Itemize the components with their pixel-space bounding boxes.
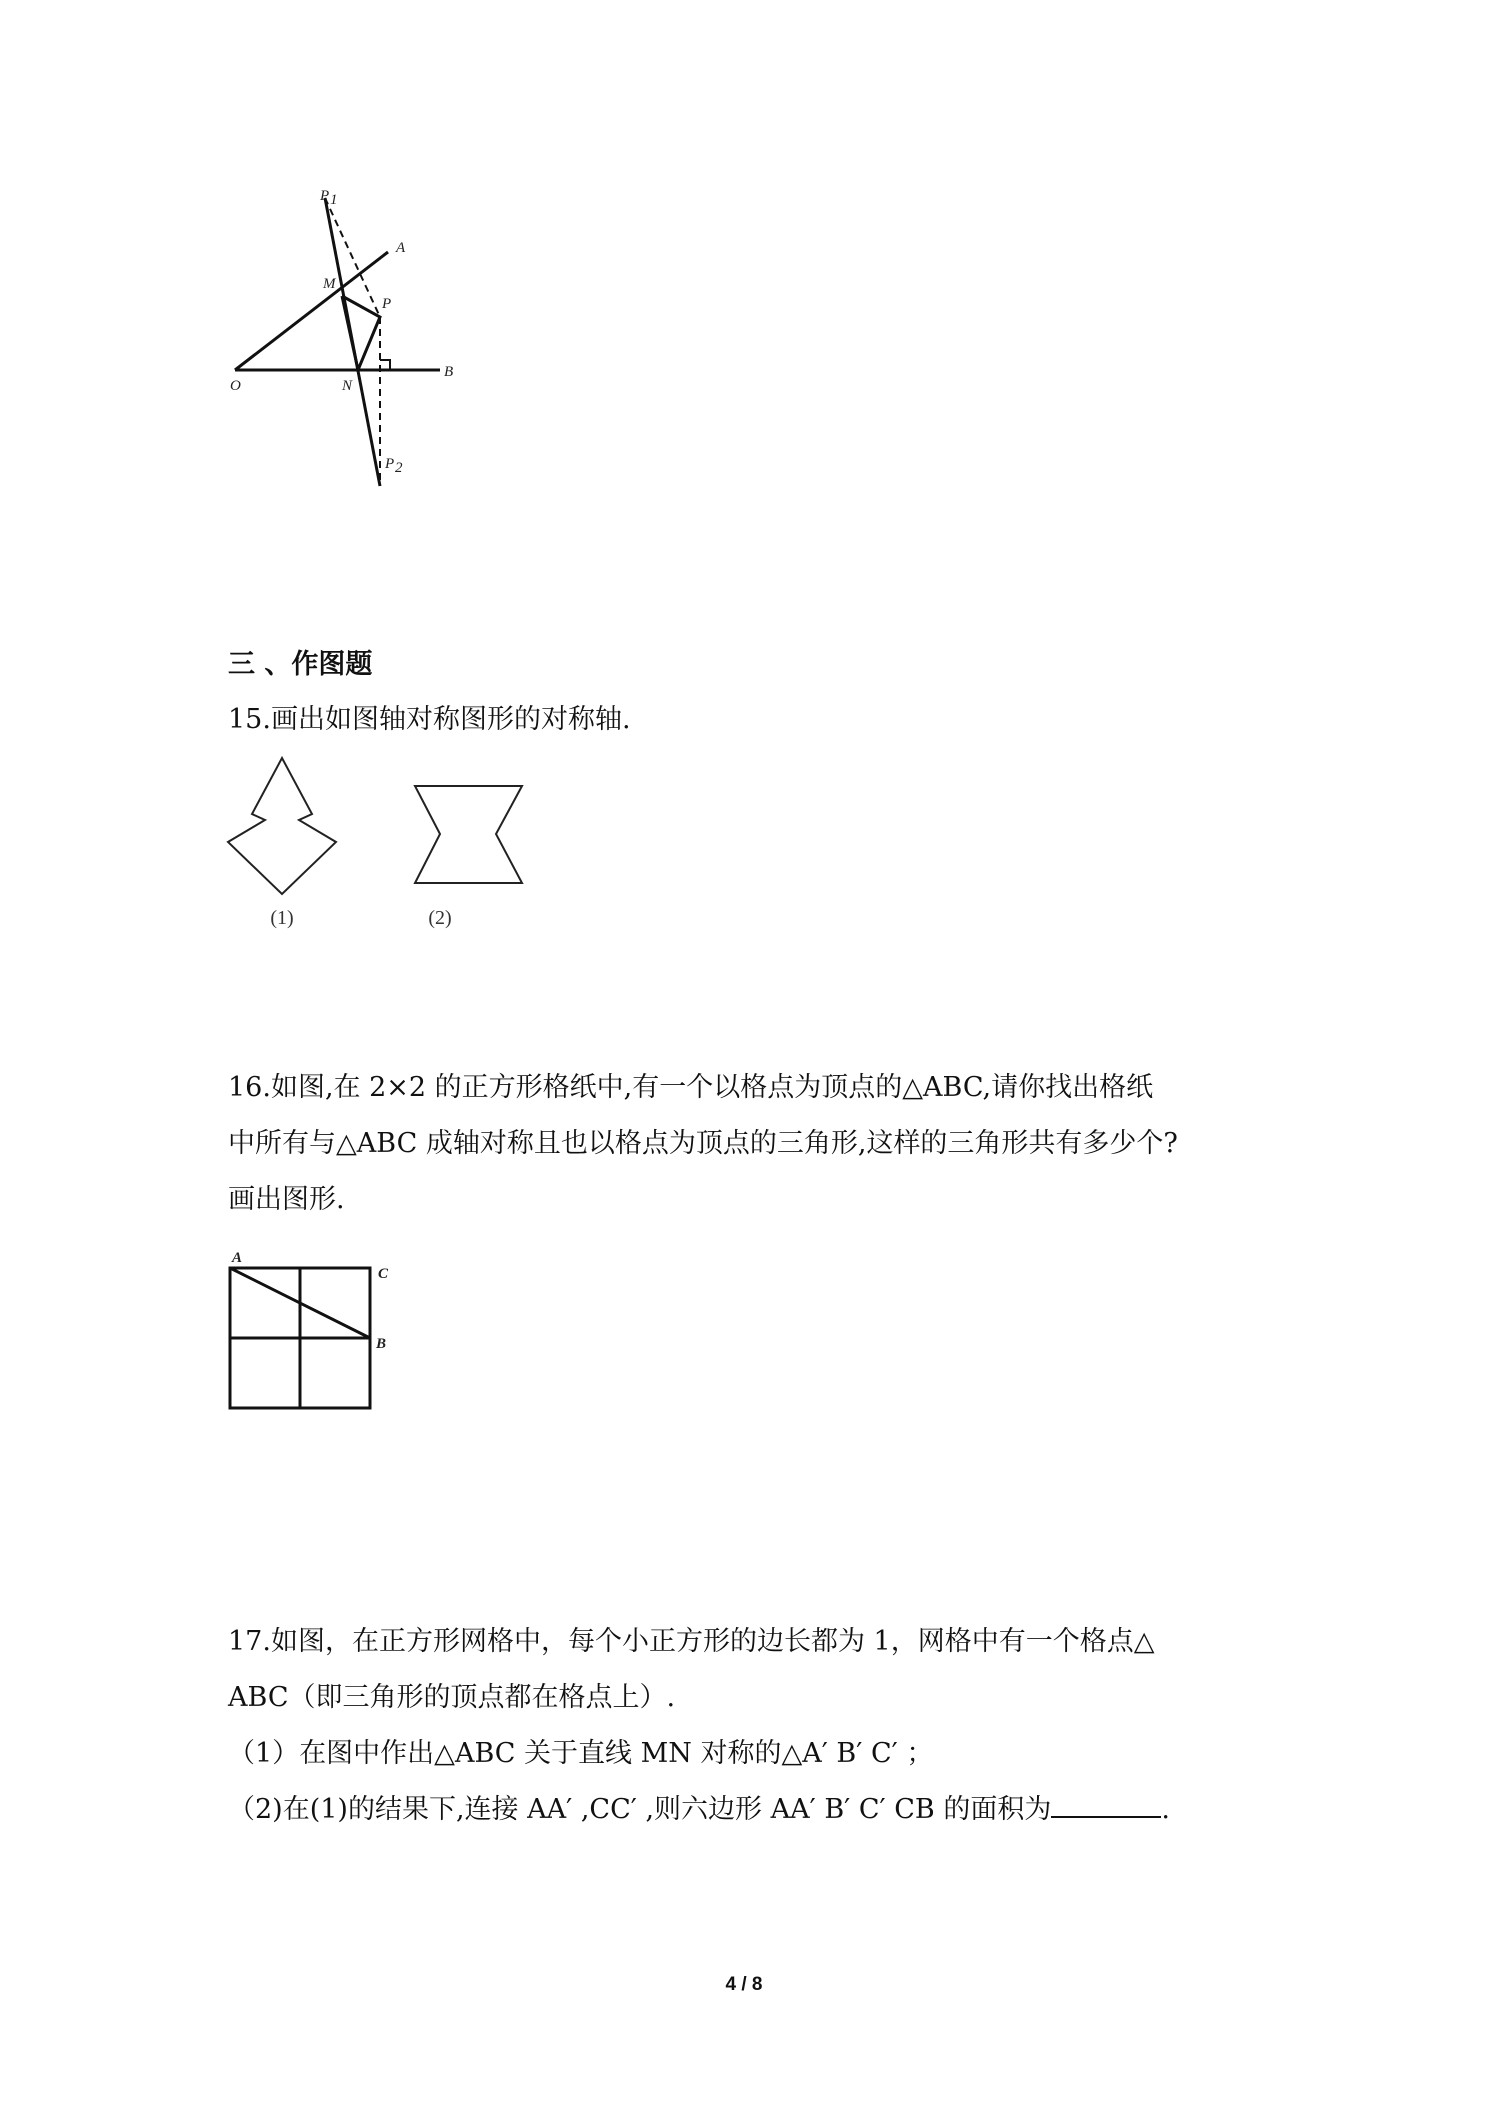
- caption-1: (1): [270, 907, 294, 929]
- question-17-line-2: ABC（即三角形的顶点都在格点上）.: [228, 1682, 676, 1713]
- label-b: B: [376, 1336, 387, 1352]
- shape-1-arrow: [228, 758, 336, 894]
- section-heading: 三 、作图题: [228, 649, 373, 680]
- question-16-line-3: 画出图形.: [228, 1184, 345, 1215]
- question-16-line-2: 中所有与△ABC 成轴对称且也以格点为顶点的三角形,这样的三角形共有多少个?: [228, 1128, 1178, 1159]
- shape-2-bowtie: [415, 786, 522, 883]
- page-number: 4 / 8: [725, 1974, 763, 1995]
- label-b: B: [444, 364, 454, 380]
- label-p1: P: [320, 188, 330, 204]
- label-n: N: [342, 378, 353, 394]
- dash-p1-p: [325, 198, 380, 317]
- question-17-line-4-text: （2)在(1)的结果下,连接 AA′ ,CC′ ,则六边形 AA′ B′ C′ CB 的面积为: [228, 1794, 1052, 1825]
- label-c: C: [378, 1266, 389, 1282]
- label-a: A: [396, 240, 406, 256]
- question-16-line-1: 16.如图,在 2×2 的正方形格纸中,有一个以格点为顶点的△ABC,请你找出格纸: [228, 1072, 1154, 1103]
- caption-2: (2): [428, 907, 452, 929]
- figure-q16-grid: [220, 1248, 410, 1418]
- figure-reflection-diagram: [220, 180, 480, 500]
- question-17-line-3: （1）在图中作出△ABC 关于直线 MN 对称的△A′ B′ C′ ；: [228, 1738, 934, 1769]
- label-p2: P: [385, 456, 395, 472]
- question-17-line-4-end: .: [1161, 1794, 1170, 1825]
- figure-q15-shapes: [220, 752, 540, 938]
- question-15-text: 15.画出如图轴对称图形的对称轴.: [228, 704, 631, 735]
- label-p: P: [382, 296, 392, 312]
- question-17-line-1: 17.如图，在正方形网格中，每个小正方形的边长都为 1，网格中有一个格点△: [228, 1626, 1155, 1657]
- path-m-p-n: [342, 296, 380, 370]
- label-a: A: [232, 1250, 243, 1266]
- label-m: M: [323, 276, 336, 292]
- label-p1-sub: 1: [330, 192, 338, 208]
- label-p2-sub: 2: [395, 460, 403, 476]
- answer-blank: [1051, 1790, 1161, 1818]
- label-o: O: [230, 378, 241, 394]
- question-17-line-4: [228, 1790, 1170, 1830]
